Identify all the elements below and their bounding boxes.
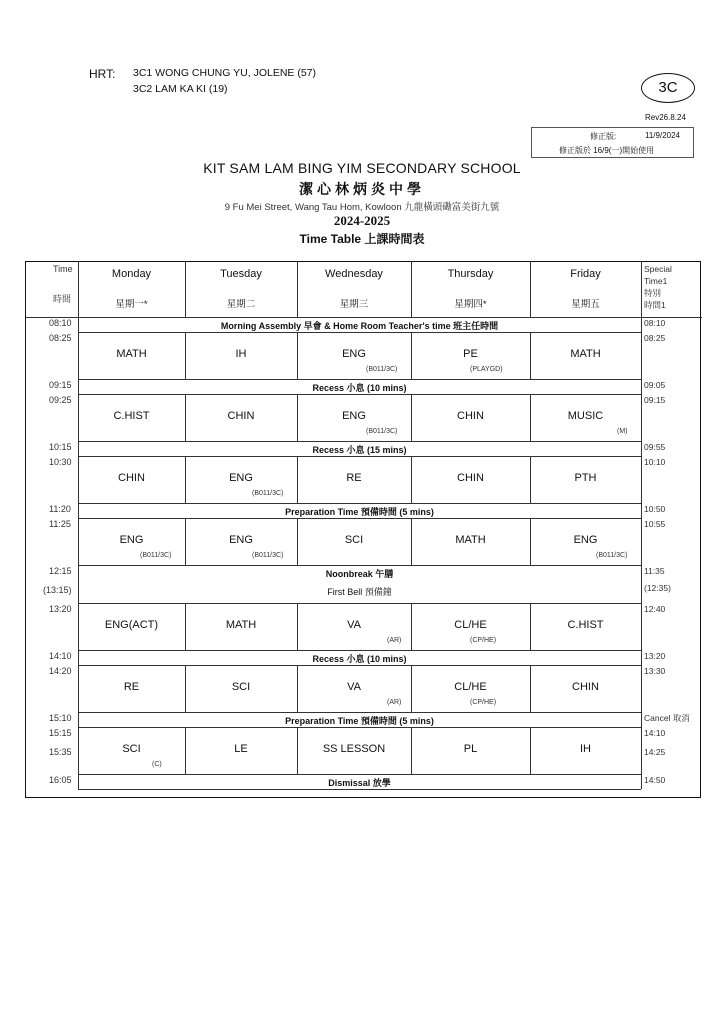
grid-line-v [411,262,412,317]
grid-line-v [297,262,298,317]
grid-line-v [78,503,79,518]
break-band: Morning Assembly 早會 & Home Room Teacher's time 班主任時間 [220,321,499,331]
grid-line-v [641,727,642,774]
revision-code: Rev26.8.24 [645,113,686,122]
hrt-line-2: 3C2 LAM KA KI (19) [133,83,228,95]
room-label: (M) [617,428,628,435]
row-special-time-2: (12:35) [644,583,671,593]
row-time: 14:20 [49,666,72,676]
row-time-2: (13:15) [43,585,72,595]
grid-line-v [530,456,531,503]
day-header-zh: 星期一* [115,299,148,310]
row-special-time: 08:25 [644,333,666,343]
grid-line-v [411,394,412,441]
row-special-time: 10:50 [644,504,666,514]
row-special-time: 14:50 [644,775,666,785]
grid-line-h [26,317,702,318]
special-time-header: Special [644,264,672,274]
row-special-time-2: 14:25 [644,747,666,757]
subject-cell: SCI [344,534,364,546]
grid-line-h [78,603,641,604]
day-header-friday: Friday [570,268,601,280]
row-special-time: 12:40 [644,604,666,614]
subject-cell: SCI [231,681,251,693]
subject-cell: VA [347,681,361,693]
subject-cell: CHIN [118,472,145,484]
room-label: (B011/3C) [140,552,172,559]
day-header-tuesday: Tuesday [220,268,262,280]
grid-line-v [411,665,412,712]
row-time: 15:10 [49,713,72,723]
row-special-time: 10:55 [644,519,666,529]
day-header-monday: Monday [111,268,152,280]
subject-cell: PTH [574,472,597,484]
timetable-title: Time Table 上課時間表 [299,232,425,246]
grid-line-v [411,518,412,565]
subject-cell: PE [463,348,478,360]
subject-cell: C.HIST [113,410,150,422]
grid-line-v [530,665,531,712]
grid-line-v [78,456,79,503]
subject-cell: MATH [116,348,147,360]
grid-line-v [530,603,531,650]
grid-line-v [641,441,642,456]
subject-cell: ENG [119,534,144,546]
time-header-en: Time [53,264,73,274]
row-time: 09:25 [49,395,72,405]
subject-cell: PL [463,743,478,755]
grid-line-h [78,456,641,457]
subject-cell: CHIN [457,472,484,484]
subject-cell: SS LESSON [322,743,386,755]
row-time: 10:15 [49,442,72,452]
day-header-zh: 星期二 [226,299,256,310]
grid-line-v [78,665,79,712]
grid-line-v [78,317,79,332]
grid-line-v [297,518,298,565]
revised-date: 11/9/2024 [645,131,680,140]
row-special-time: 13:20 [644,651,666,661]
subject-cell: MATH [225,619,257,631]
grid-line-v [78,379,79,394]
grid-line-v [641,665,642,712]
grid-line-v [641,650,642,665]
room-label: (AR) [387,637,402,644]
subject-cell: IH [580,743,591,755]
break-band: Preparation Time 預備時間 (5 mins) [285,716,434,726]
grid-line-v [641,317,642,332]
room-label: (B011/3C) [366,428,398,435]
grid-line-v [641,774,642,789]
grid-line-v [185,603,186,650]
grid-line-v [530,332,531,379]
row-special-time: 09:55 [644,442,666,452]
grid-line-h [78,727,641,728]
grid-line-v [185,665,186,712]
grid-line-h [78,665,641,666]
grid-line-v [78,774,79,789]
day-header-zh: 星期三 [339,299,369,310]
grid-line-h [78,774,641,775]
subject-cell: LE [234,743,248,755]
revised-note: 修正版於 16/9(一)開始使用 [559,146,655,155]
grid-line-h [78,503,641,504]
grid-line-v [185,332,186,379]
grid-line-h [78,394,641,395]
row-special-time: 09:15 [644,395,666,405]
row-special-time: 13:30 [644,666,666,676]
room-label: (B011/3C) [596,552,628,559]
revision-box [531,127,694,158]
grid-line-v [641,518,642,565]
special-time-header: 時間1 [644,300,666,310]
grid-line-h [78,789,641,790]
grid-line-v [78,332,79,379]
grid-line-v [185,394,186,441]
grid-line-v [530,262,531,317]
row-time: 10:30 [49,457,72,467]
grid-line-v [78,603,79,650]
grid-line-v [78,727,79,774]
grid-line-v [411,456,412,503]
room-label: (B011/3C) [252,490,284,497]
break-band: Dismissal 放學 [328,778,391,788]
hrt-label: HRT: [89,67,116,81]
subject-cell: CHIN [572,681,599,693]
grid-line-v [185,727,186,774]
room-label: (AR) [387,699,402,706]
room-label: (C) [152,761,162,768]
day-header-zh: 星期四* [454,299,487,310]
school-name-zh: 潔心林炳炎中學 [299,181,425,197]
grid-line-v [78,565,79,603]
subject-cell: ENG(ACT) [104,619,159,631]
timetable [25,261,701,798]
grid-line-h [78,441,641,442]
row-time: 14:10 [49,651,72,661]
grid-line-h [78,650,641,651]
grid-line-v [185,456,186,503]
row-time: 13:20 [49,604,72,614]
subject-cell: ENG [342,348,366,360]
first-bell-band: First Bell 預備鐘 [327,587,392,597]
row-time: 11:20 [49,504,71,514]
school-address: 9 Fu Mei Street, Wang Tau Hom, Kowloon 九龍橫頭磡富美街九號 [224,202,500,213]
grid-line-v [411,332,412,379]
school-name-en: KIT SAM LAM BING YIM SECONDARY SCHOOL [203,160,521,176]
break-band: Preparation Time 預備時間 (5 mins) [285,507,434,517]
room-label: (B011/3C) [252,552,284,559]
subject-cell: ENG [573,534,598,546]
row-time: 15:15 [49,728,72,738]
row-special-time: 14:10 [644,728,666,738]
grid-line-v [297,665,298,712]
subject-cell: RE [123,681,140,693]
grid-line-h [78,379,641,380]
grid-line-h [78,712,641,713]
grid-line-v [641,456,642,503]
day-header-thursday: Thursday [447,268,494,280]
grid-line-v [530,518,531,565]
break-band: Recess 小息 (10 mins) [312,654,407,664]
subject-cell: ENG [229,472,253,484]
room-label: (CP/HE) [470,637,497,644]
row-special-time: Cancel 取消 [644,713,690,723]
row-time: 08:25 [49,333,72,343]
subject-cell: CL/HE [454,619,487,631]
subject-cell: ENG [229,534,253,546]
grid-line-v [641,712,642,727]
subject-cell: IH [235,348,247,360]
grid-line-v [641,565,642,603]
grid-line-v [297,456,298,503]
grid-line-v [78,650,79,665]
row-special-time: 11:35 [644,566,665,576]
grid-line-v [297,603,298,650]
row-time: 16:05 [49,775,72,785]
day-header-wednesday: Wednesday [325,268,383,280]
special-time-header: Time1 [644,276,668,286]
noonbreak-band: Noonbreak 午膳 [325,569,394,579]
row-time: 08:10 [49,318,72,328]
row-time: 11:25 [49,519,71,529]
hrt-line-1: 3C1 WONG CHUNG YU, JOLENE (57) [133,67,317,79]
class-code-badge: 3C [641,73,695,103]
grid-line-v [530,394,531,441]
grid-line-v [78,262,79,317]
day-header-zh: 星期五 [571,299,600,310]
grid-line-v [78,441,79,456]
row-time: 09:15 [49,380,72,390]
special-time-header: 特別 [644,288,662,298]
subject-cell: CHIN [227,410,255,422]
school-year: 2024-2025 [333,213,391,228]
grid-line-v [641,503,642,518]
row-special-time: 09:05 [644,380,666,390]
grid-line-v [297,394,298,441]
grid-line-h [78,518,641,519]
room-label: (PLAYGD) [470,366,503,373]
row-special-time: 08:10 [644,318,666,328]
row-time: 12:15 [49,566,72,576]
grid-line-v [78,518,79,565]
subject-cell: MATH [455,534,486,546]
subject-cell: ENG [342,410,366,422]
subject-cell: RE [346,472,362,484]
break-band: Recess 小息 (10 mins) [312,383,407,393]
grid-line-v [641,262,642,317]
grid-line-v [78,712,79,727]
subject-cell: MATH [570,348,601,360]
grid-line-v [411,727,412,774]
grid-line-v [641,332,642,379]
room-label: (CP/HE) [470,699,497,706]
break-band: Recess 小息 (15 mins) [312,445,407,455]
grid-line-v [297,332,298,379]
room-label: (B011/3C) [366,366,398,373]
subject-cell: VA [347,619,361,631]
subject-cell: SCI [122,743,141,755]
grid-line-h [78,565,641,566]
grid-line-h [78,332,641,333]
grid-line-v [641,394,642,441]
row-special-time: 10:10 [644,457,666,467]
grid-line-v [185,518,186,565]
time-header-zh: 時間 [53,294,72,304]
grid-line-v [530,727,531,774]
row-time-2: 15:35 [49,747,72,757]
subject-cell: C.HIST [567,619,604,631]
revised-label: 修正版: [590,132,617,141]
grid-line-v [641,603,642,650]
grid-line-v [411,603,412,650]
grid-line-v [641,379,642,394]
subject-cell: MUSIC [567,410,604,422]
grid-line-v [78,394,79,441]
subject-cell: CL/HE [454,681,487,693]
grid-line-v [185,262,186,317]
subject-cell: CHIN [457,410,484,422]
grid-line-v [297,727,298,774]
